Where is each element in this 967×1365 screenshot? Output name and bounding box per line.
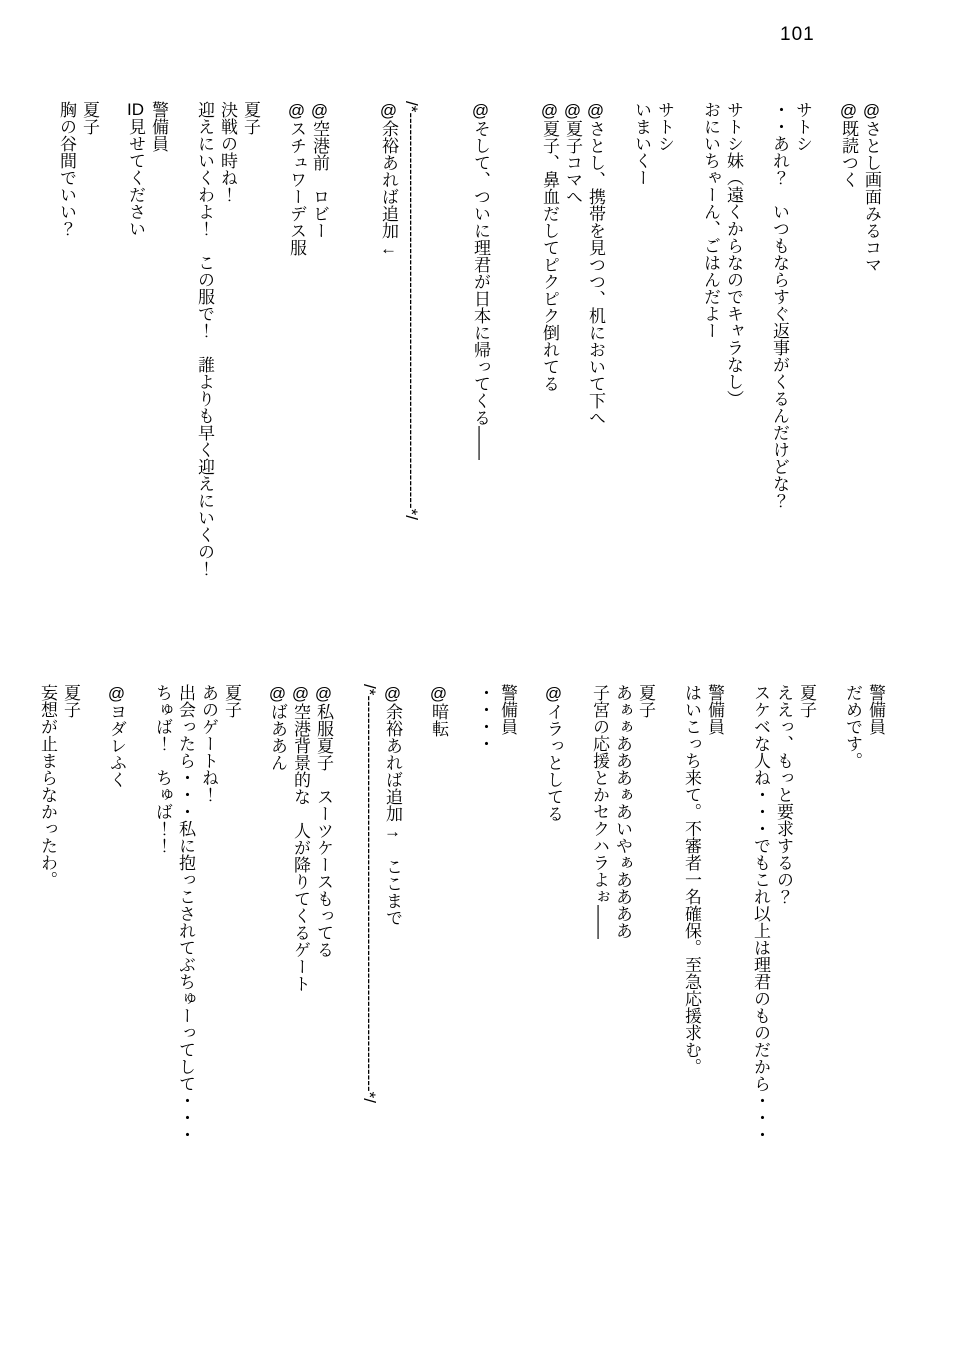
dialogue-line: 妄想が止まらなかったわ。: [38, 684, 57, 888]
speaker-name-line: 夏子: [241, 101, 260, 135]
blank-line: [446, 101, 469, 711]
speaker-name-line: サトシ: [655, 101, 674, 152]
stage-direction-line: @さとし、携帯を見つつ、机において下へ: [586, 101, 605, 426]
speaker-name-line: サトシ: [793, 101, 812, 152]
stage-direction-line: @夏子、鼻血だしてピクピク倒れてる: [540, 101, 559, 392]
blank-line: [726, 684, 749, 1359]
blank-line: [519, 684, 542, 1359]
speaker-name-line: 夏子: [61, 684, 80, 718]
dialogue-line: ちゅば！ ちゅば！！: [153, 684, 172, 854]
dialogue-line: ・・・・: [475, 684, 494, 752]
at-sign: @: [429, 684, 448, 703]
stage-direction-line: @暗転: [429, 684, 448, 737]
arrow-char: →: [383, 822, 402, 841]
dialogue-line: あぁぁあああぁあいやぁああああ: [613, 684, 632, 939]
blank-line: [335, 684, 358, 1359]
speaker-name-line: 夏子: [797, 684, 816, 718]
stage-direction-line: @ばああん: [268, 684, 287, 771]
at-sign: @: [107, 684, 126, 703]
dialogue-line: あのゲートね！: [199, 684, 218, 803]
at-sign: @: [563, 101, 582, 120]
blank-line: [243, 684, 266, 1359]
at-sign: @: [586, 101, 605, 120]
at-sign: @: [862, 101, 881, 120]
blank-line: [818, 684, 841, 1359]
dialogue-line: スケベな人ね・・・でもこれ以上は理君のものだから・・・: [751, 684, 770, 1143]
speaker-name-line: 夏子: [636, 684, 655, 718]
stage-direction-line: @空港前 ロビー: [310, 101, 329, 239]
script-block-bottom: [36, 684, 887, 1359]
stage-direction-line: @さとし画面みるコマ: [862, 101, 881, 273]
at-sign: @: [540, 101, 559, 120]
comment-divider-line: /*----------------------------------------------------------------------*/: [360, 684, 379, 1103]
dialogue-line: ID見せてください: [126, 101, 145, 237]
at-sign: @: [544, 684, 563, 703]
blank-line: [128, 684, 151, 1359]
at-sign: @: [287, 101, 306, 120]
blank-line: [607, 101, 630, 711]
blank-line: [404, 684, 427, 1359]
speaker-name-line: 夏子: [80, 101, 99, 135]
stage-direction-line: @余裕あれば追加←: [379, 101, 398, 258]
speaker-name-line: サトシ妹（遠くからなのでキャラなし）: [724, 101, 743, 407]
dialogue-line: おにいちゃーん、ごはんだよー: [701, 101, 720, 339]
at-sign: @: [839, 101, 858, 120]
script-block-top: [55, 101, 883, 711]
stage-direction-line: @イラっとしてる: [544, 684, 563, 822]
comment-divider-line: /*----------------------------------------------------------------------*/: [402, 101, 421, 520]
at-sign: @: [310, 101, 329, 120]
dialogue-line: 子宮の応援とかセクハラよぉ――: [590, 684, 609, 939]
stage-direction-line: @スチュワーデス服: [287, 101, 306, 256]
page-number: 101: [780, 24, 815, 45]
blank-line: [331, 101, 354, 711]
speaker-name-line: 夏子: [222, 684, 241, 718]
speaker-name-line: 警備員: [498, 684, 517, 735]
dialogue-line: 決戦の時ね！: [218, 101, 237, 203]
blank-line: [101, 101, 124, 711]
dialogue-line: だめです。: [843, 684, 862, 769]
blank-line: [814, 101, 837, 711]
stage-direction-line: @そして、ついに理君が日本に帰ってくる――: [471, 101, 490, 460]
blank-line: [492, 101, 515, 711]
blank-line: [676, 101, 699, 711]
at-sign: @: [471, 101, 490, 120]
blank-line: [262, 101, 285, 711]
stage-direction-line: @夏子コマへ: [563, 101, 582, 205]
blank-line: [354, 101, 377, 711]
dialogue-line: いまいくー: [632, 101, 651, 186]
blank-line: [82, 684, 105, 1359]
arrow-char: ←: [379, 239, 398, 258]
blank-line: [450, 684, 473, 1359]
stage-direction-line: @既読つく: [839, 101, 858, 188]
stage-direction-line: @私服夏子 スーツケースもってる: [314, 684, 333, 958]
at-sign: @: [379, 101, 398, 120]
blank-line: [423, 101, 446, 711]
blank-line: [565, 684, 588, 1359]
blank-line: [170, 101, 193, 711]
at-sign: @: [314, 684, 333, 703]
dialogue-line: ・・あれ？ いつもならすぐ返事がくるんだけどな？: [770, 101, 789, 509]
dialogue-line: 胸の谷間でいい？: [57, 101, 76, 237]
stage-direction-line: @空港背景的な 人が降りてくるゲート: [291, 684, 310, 992]
blank-line: [745, 101, 768, 711]
dialogue-line: ええっ、もっと要求するの？: [774, 684, 793, 905]
speaker-name-line: 警備員: [149, 101, 168, 152]
at-sign: @: [383, 684, 402, 703]
latin-text: ID: [127, 101, 144, 118]
speaker-name-line: 警備員: [705, 684, 724, 735]
stage-direction-line: @余裕あれば追加→ ここまで: [383, 684, 402, 926]
at-sign: @: [268, 684, 287, 703]
dialogue-line: はいこっち来て。不審者一名確保。至急応援求む。: [682, 684, 701, 1075]
blank-line: [515, 101, 538, 711]
at-sign: @: [291, 684, 310, 703]
dialogue-line: 迎えにいくわよ！ この服で！ 誰よりも早く迎えにいくの！: [195, 101, 214, 577]
speaker-name-line: 警備員: [866, 684, 885, 735]
stage-direction-line: @ヨダレふく: [107, 684, 126, 788]
dialogue-line: 出会ったら・・・私に抱っこされてぶちゅーってして・・・: [176, 684, 195, 1143]
blank-line: [657, 684, 680, 1359]
